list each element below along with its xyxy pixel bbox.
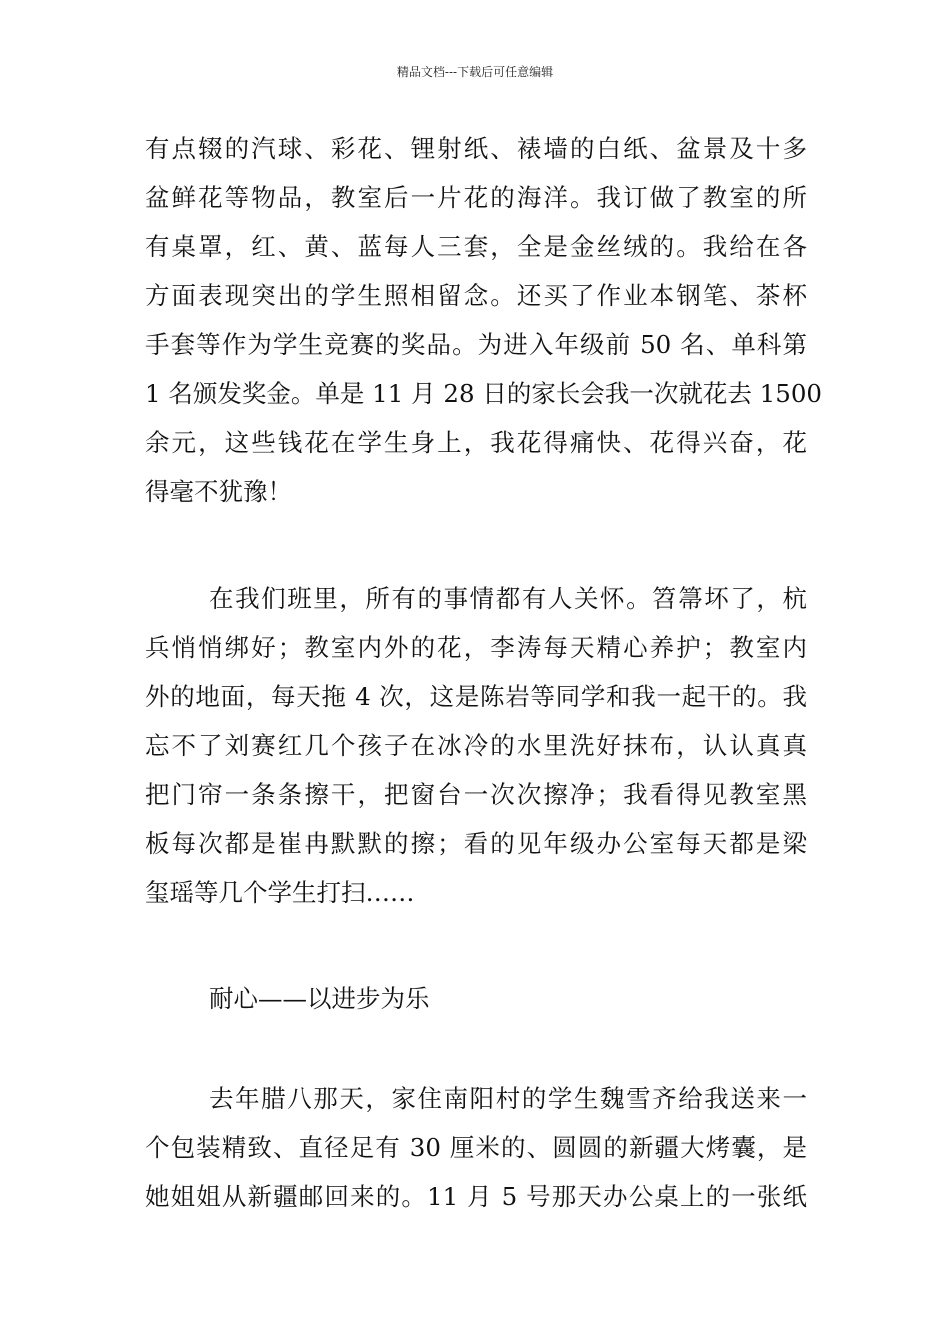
text-line: 手套等作为学生竞赛的奖品。为进入年级前 50 名、单科第 xyxy=(145,330,807,359)
text-line: 1 名颁发奖金。单是 11 月 28 日的家长会我一次就花去 1500 xyxy=(145,379,823,408)
text-line: 得毫不犹豫！ xyxy=(145,477,292,506)
section-heading xyxy=(145,974,807,1023)
text-line: 她姐姐从新疆邮回来的。11 月 5 号那天办公桌上的一张纸 xyxy=(145,1182,807,1211)
text-line: 余元，这些钱花在学生身上，我花得痛快、花得兴奋，花 xyxy=(145,428,807,457)
page-header: 精品文档---下载后可任意编辑 xyxy=(396,65,554,79)
text-line: 板每次都是崔冉默默的擦；看的见年级办公室每天都是梁 xyxy=(145,829,807,858)
text-line: 有桌罩，红、黄、蓝每人三套，全是金丝绒的。我给在各 xyxy=(145,232,807,261)
text-line: 兵悄悄绑好；教室内外的花，李涛每天精心养护；教室内 xyxy=(145,633,807,662)
text-line: 盆鲜花等物品，教室后一片花的海洋。我订做了教室的所 xyxy=(145,183,807,212)
paragraph-1 xyxy=(145,124,823,516)
text-line: 把门帘一条条擦干，把窗台一次次擦净；我看得见教室黑 xyxy=(145,780,807,809)
text-line: 在我们班里，所有的事情都有人关怀。笤箒坏了，杭 xyxy=(209,584,807,613)
paragraph-3 xyxy=(145,1074,807,1221)
text-line: 忘不了刘赛红几个孩子在冰冷的水里洗好抹布，认认真真 xyxy=(145,731,807,760)
heading-line: 耐心——以进步为乐 xyxy=(209,984,430,1013)
paragraph-2 xyxy=(145,574,807,917)
text-line: 方面表现突出的学生照相留念。还买了作业本钢笔、茶杯 xyxy=(145,281,807,310)
text-line: 外的地面，每天拖 4 次，这是陈岩等同学和我一起干的。我 xyxy=(145,682,807,711)
text-line: 有点辍的汽球、彩花、锂射纸、裱墙的白纸、盆景及十多 xyxy=(145,134,807,163)
text-line: 去年腊八那天，家住南阳村的学生魏雪齐给我送来一 xyxy=(209,1084,807,1113)
text-line: 玺瑶等几个学生打扫…… xyxy=(145,878,415,907)
text-line: 个包装精致、直径足有 30 厘米的、圆圆的新疆大烤囊，是 xyxy=(145,1133,807,1162)
